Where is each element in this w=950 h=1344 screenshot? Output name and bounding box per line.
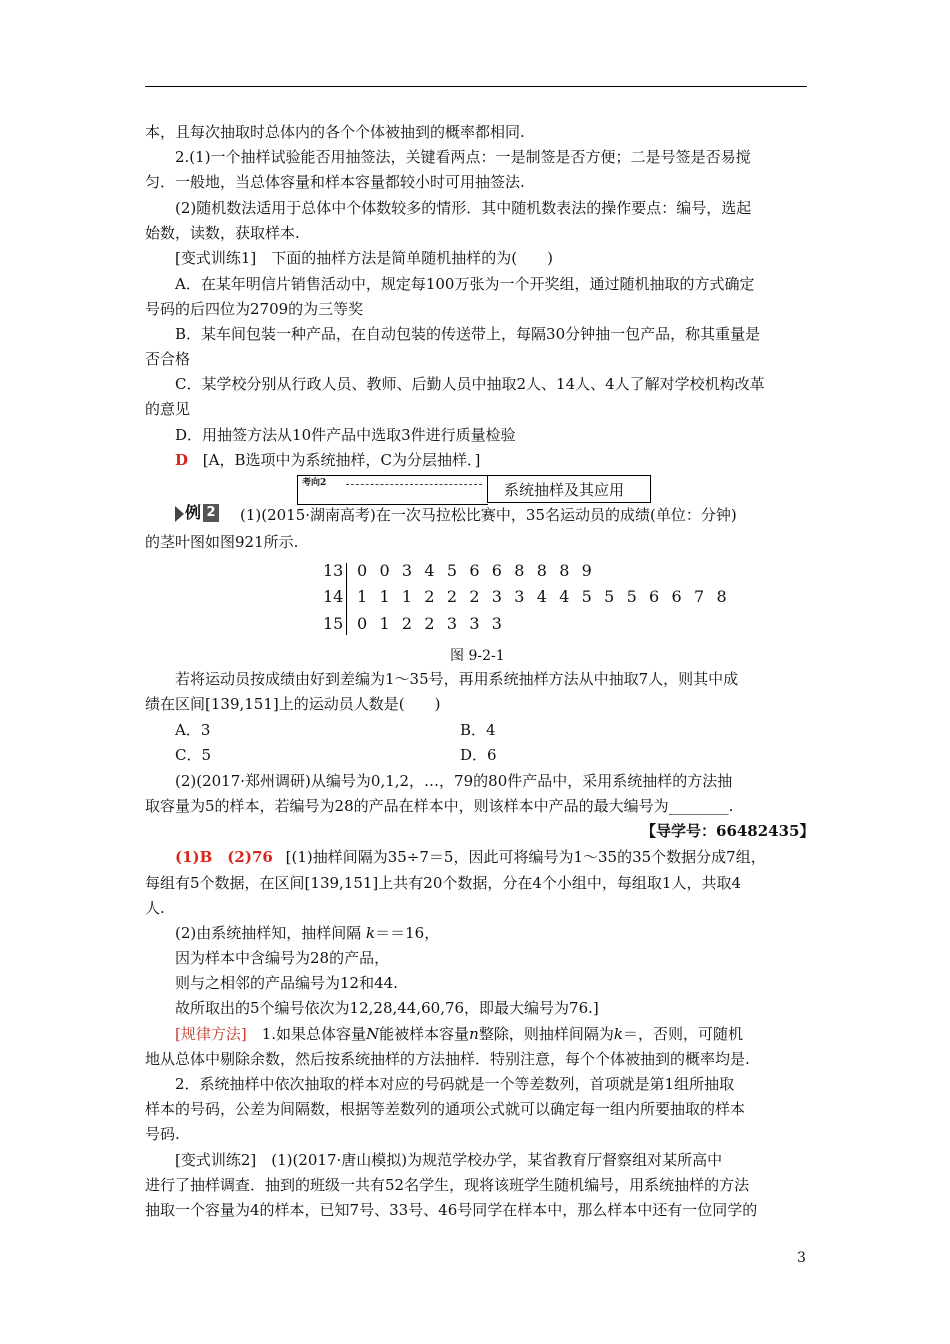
- leaf-values: 0 0 3 4 5 6 6 8 8 8 9: [357, 561, 596, 580]
- text-line: 匀．一般地，当总体容量和样本容量都较小时可用抽签法.: [145, 173, 525, 191]
- text-line: 绩在区间[139,151]上的运动员人数是( ): [145, 695, 441, 713]
- text-span: ＝，否则，可随机: [622, 1025, 743, 1043]
- text-line: 本，且每次抽取时总体内的各个个体被抽到的概率都相同.: [145, 123, 525, 141]
- text-line: 则与之相邻的产品编号为12和44.: [175, 974, 398, 992]
- section-tag: 考向2: [302, 478, 327, 488]
- math-var: n: [469, 1025, 479, 1043]
- option-a: A．3: [175, 721, 211, 739]
- leaf-values: 0 1 2 2 3 3 3: [357, 614, 506, 633]
- option-a: A．在某年明信片销售活动中，规定每100万张为一个开奖组，通过随机抽取的方式确定: [175, 275, 755, 293]
- text-span: 整除，则抽样间隔为: [478, 1025, 614, 1043]
- text-line: 进行了抽样调查．抽到的班级一共有52名学生，现将该班学生随机编号，用系统抽样的方法: [145, 1176, 750, 1194]
- text-line: 号码的后四位为2709的为三等奖: [145, 300, 364, 318]
- text-line: 每组有5个数据，在区间[139,151]上共有20个数据，分在4个小组中，每组取1人，共取4: [145, 874, 741, 892]
- exercise-heading: [变式训练1] 下面的抽样方法是简单随机抽样的为( ): [175, 249, 553, 267]
- text-line: 号码.: [145, 1125, 180, 1143]
- text-line: 人.: [145, 899, 165, 917]
- answer-label: (1)B (2)76: [175, 848, 273, 866]
- text-span: (2)由系统抽样知，抽样间隔: [175, 924, 367, 942]
- answer-text: [(1)抽样间隔为35÷7＝5，因此可将编号为1～35的35个数据分成7组，: [285, 848, 766, 866]
- exercise-heading: [变式训练2] (1)(2017·唐山模拟)为规范学校办学，某省教育厅督察组对某所高中: [175, 1151, 723, 1169]
- figure-caption: 图 9-2-1: [450, 648, 505, 664]
- option-d: D．用抽签方法从10件产品中选取3件进行质量检验: [175, 426, 516, 444]
- stem-value: 13: [323, 561, 344, 580]
- math-var: k: [613, 1025, 623, 1043]
- header-rule: [145, 86, 807, 87]
- method-label: [规律方法]: [175, 1025, 247, 1043]
- stem-row: [323, 557, 596, 585]
- stem-value: 14: [323, 587, 344, 606]
- text-line: 因为样本中含编号为28的产品，: [175, 949, 390, 967]
- example-badge: [175, 503, 225, 523]
- text-line: 抽取一个容量为4的样本，已知7号、33号、46号同学在样本中，那么样本中还有一位同学的: [145, 1201, 758, 1219]
- text-line: [175, 922, 439, 944]
- section-title: 系统抽样及其应用: [487, 475, 651, 503]
- text-line: 2．系统抽样中依次抽取的样本对应的号码就是一个等差数列，首项就是第1组所抽取: [175, 1075, 735, 1093]
- option-b: B．某车间包装一种产品，在自动包装的传送带上，每隔30分钟抽一包产品，称其重量是: [175, 325, 761, 343]
- method-line: [175, 1023, 743, 1045]
- text-span: 能被样本容量: [379, 1025, 470, 1043]
- answer-line: [175, 846, 766, 868]
- option-c: C．某学校分别从行政人员、教师、后勤人员中抽取2人、14人、4人了解对学校机构改革: [175, 375, 765, 393]
- text-span: 1.如果总体容量: [246, 1025, 367, 1043]
- guide-number: 【导学号：66482435】: [641, 822, 815, 840]
- example-label: 例: [185, 503, 202, 522]
- text-line: 取容量为5的样本，若编号为28的产品在样本中，则该样本中产品的最大编号为________.: [145, 797, 734, 815]
- stem-value: 15: [323, 614, 344, 633]
- answer-line: [175, 449, 480, 471]
- leaf-values: 1 1 1 2 2 2 3 3 4 4 5 5 5 6 6 7 8: [357, 587, 731, 606]
- math-var: N: [366, 1025, 380, 1043]
- page-number: 3: [797, 1250, 806, 1266]
- option-b: B．4: [460, 721, 496, 739]
- text-line: 地从总体中剔除余数，然后按系统抽样的方法抽样．特别注意，每个个体被抽到的概率均是.: [145, 1050, 750, 1068]
- text-line: 故所取出的5个编号依次为12,28,44,60,76，即最大编号为76.]: [175, 999, 599, 1017]
- text-span: ＝＝16，: [375, 924, 440, 942]
- text-line: 样本的号码，公差为间隔数，根据等差数列的通项公式就可以确定每一组内所要抽取的样本: [145, 1100, 746, 1118]
- text-line: (2)(2017·郑州调研)从编号为0,1,2，…，79的80件产品中，采用系统抽样的方法抽: [175, 772, 733, 790]
- example-text: (1)(2015·湖南高考)在一次马拉松比赛中，35名运动员的成绩(单位：分钟): [240, 506, 737, 524]
- text-line: 若将运动员按成绩由好到差编为1～35号，再用系统抽样方法从中抽取7人，则其中成: [175, 670, 739, 688]
- stem-row: [323, 583, 731, 611]
- section-header: [297, 475, 653, 505]
- answer-text: [A，B选项中为系统抽样，C为分层抽样．]: [202, 451, 481, 469]
- section-tag-box: [297, 475, 488, 505]
- triangle-icon: [175, 506, 184, 522]
- example-number: 2: [203, 504, 219, 522]
- text-line: 否合格: [145, 350, 191, 368]
- stem-row: [323, 610, 506, 638]
- text-line: 2.(1)一个抽样试验能否用抽签法，关键看两点：一是制签是否方便；二是号签是否易搅: [175, 148, 751, 166]
- option-d: D．6: [460, 746, 497, 764]
- text-line: (2)随机数法适用于总体中个体数较多的情形．其中随机数表法的操作要点：编号，选起: [175, 199, 752, 217]
- section-divider: [346, 484, 482, 485]
- answer-label: D: [175, 451, 189, 469]
- option-c: C．5: [175, 746, 212, 764]
- math-var: k: [366, 924, 376, 942]
- text-line: 始数，读数，获取样本.: [145, 224, 300, 242]
- text-line: 的茎叶图如图921所示.: [145, 533, 299, 551]
- text-line: 的意见: [145, 400, 191, 418]
